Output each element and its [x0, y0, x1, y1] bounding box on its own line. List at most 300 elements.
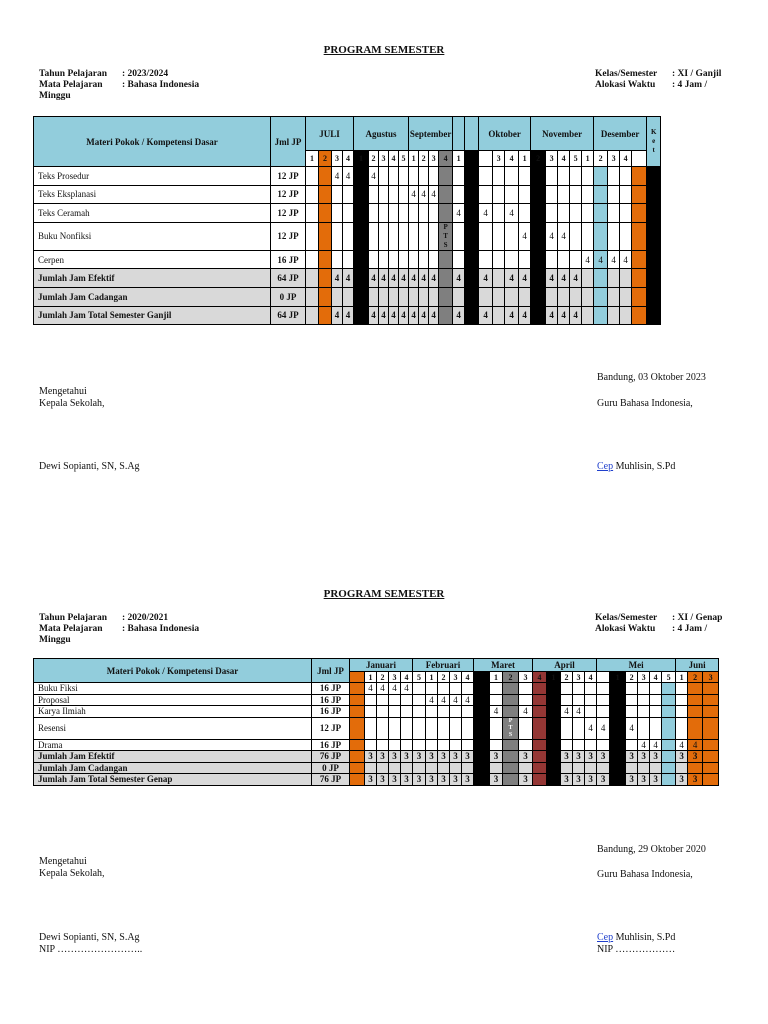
materi-row [34, 185, 661, 204]
week-cell [343, 287, 354, 306]
week-cell: 4 [429, 185, 439, 204]
week-cell [688, 762, 703, 774]
month-header [453, 117, 465, 151]
month-header [465, 117, 479, 151]
week-number [479, 151, 493, 167]
ket-header [647, 117, 661, 167]
week-cell [399, 222, 409, 250]
week-cell: 4 [479, 306, 493, 325]
month-header: Januari [350, 659, 413, 672]
week-cell [597, 694, 610, 706]
week-cell: 4 [676, 739, 688, 751]
week-cell: 4 [389, 683, 401, 695]
page2-table-clip [33, 658, 768, 785]
week-cell [519, 204, 531, 223]
week-cell [519, 762, 533, 774]
week-cell: 4 [379, 269, 389, 288]
week-cell [503, 683, 519, 695]
week-cell [474, 683, 490, 695]
page1-title: PROGRAM SEMESTER [323, 44, 445, 56]
week-cell: 4 [450, 694, 462, 706]
week-cell [438, 717, 450, 739]
week-cell [608, 185, 620, 204]
week-cell [319, 185, 332, 204]
week-number: 3 [608, 151, 620, 167]
week-cell: 3 [490, 751, 503, 763]
week-cell [462, 683, 474, 695]
week-number: 2 [594, 151, 608, 167]
week-cell [401, 694, 413, 706]
week-cell: 4 [419, 269, 429, 288]
week-cell [597, 762, 610, 774]
week-cell [608, 287, 620, 306]
week-cell: 3 [401, 751, 413, 763]
week-number: 3 [703, 672, 719, 683]
week-number: 2 [377, 672, 389, 683]
week-cell [505, 250, 519, 269]
week-cell [533, 717, 547, 739]
week-cell [582, 222, 594, 250]
week-cell [570, 222, 582, 250]
week-cell [419, 287, 429, 306]
week-number: 3 [519, 672, 533, 683]
page1-place-date: Bandung, 03 Oktober 2023 [597, 372, 706, 383]
week-cell [503, 706, 519, 718]
week-number: 4 [620, 151, 632, 167]
week-cell: 3 [519, 751, 533, 763]
week-cell: 4 [365, 683, 377, 695]
week-cell [620, 269, 632, 288]
week-cell [676, 694, 688, 706]
week-cell [343, 185, 354, 204]
week-cell [597, 739, 610, 751]
week-cell: 4 [608, 250, 620, 269]
week-cell [547, 751, 561, 763]
page2-meta-left [39, 613, 199, 646]
week-cell [632, 167, 647, 186]
week-cell [379, 250, 389, 269]
week-cell: 3 [638, 751, 650, 763]
week-cell [401, 706, 413, 718]
week-cell [676, 706, 688, 718]
week-cell [531, 222, 546, 250]
week-cell: 4 [519, 269, 531, 288]
week-cell [453, 287, 465, 306]
week-cell [465, 287, 479, 306]
jml-jp-value: 0 JP [312, 762, 350, 774]
page2-title: PROGRAM SEMESTER [323, 588, 445, 600]
week-cell [465, 250, 479, 269]
week-cell [632, 306, 647, 325]
kelas-value: : XI / Ganjil [672, 69, 722, 79]
materi-label: Karya Ilmiah [34, 706, 312, 718]
week-cell [632, 250, 647, 269]
materi-label: Teks Eksplanasi [34, 185, 271, 204]
kepala-label: Kepala Sekolah, [39, 868, 105, 879]
week-cell: 3 [561, 751, 573, 763]
week-number: 1 [676, 672, 688, 683]
week-cell: 4 [389, 306, 399, 325]
week-cell [519, 717, 533, 739]
week-number: 4 [533, 672, 547, 683]
week-cell [429, 287, 439, 306]
week-cell [582, 269, 594, 288]
week-cell [531, 306, 546, 325]
guru-name-link[interactable]: Cep [597, 461, 614, 472]
week-cell [610, 706, 626, 718]
week-cell [490, 694, 503, 706]
week-number: 2 [419, 151, 429, 167]
week-cell: 3 [597, 774, 610, 786]
week-cell [377, 762, 389, 774]
week-cell [332, 287, 343, 306]
week-cell: 4 [620, 250, 632, 269]
week-cell [479, 222, 493, 250]
week-cell [632, 222, 647, 250]
week-number: 1 [582, 151, 594, 167]
week-cell [632, 204, 647, 223]
week-number: 4 [343, 151, 354, 167]
week-cell [377, 739, 389, 751]
week-cell [662, 774, 676, 786]
week-cell [573, 683, 585, 695]
week-cell [389, 706, 401, 718]
week-cell [319, 222, 332, 250]
week-cell [429, 167, 439, 186]
page1-meta-left [39, 69, 199, 102]
page1-guru-label: Guru Bahasa Indonesia, [597, 398, 693, 409]
week-cell: 3 [626, 774, 638, 786]
week-cell [343, 250, 354, 269]
week-cell [594, 167, 608, 186]
week-cell [399, 204, 409, 223]
materi-label: Jumlah Jam Efektif [34, 751, 312, 763]
week-cell [688, 706, 703, 718]
week-cell [490, 739, 503, 751]
week-cell [365, 694, 377, 706]
week-cell [450, 762, 462, 774]
week-number: 5 [570, 151, 582, 167]
week-cell [632, 185, 647, 204]
week-cell: 4 [638, 739, 650, 751]
week-cell [503, 717, 519, 739]
jml-jp-header: Jml JP [271, 117, 306, 167]
week-cell [703, 706, 719, 718]
week-cell [306, 185, 319, 204]
week-cell [319, 287, 332, 306]
week-cell [597, 706, 610, 718]
page2-guru-sign [597, 932, 675, 956]
week-cell [503, 751, 519, 763]
week-cell: 4 [438, 694, 450, 706]
week-cell [626, 762, 638, 774]
week-cell [547, 683, 561, 695]
week-cell [573, 694, 585, 706]
week-cell: 4 [419, 306, 429, 325]
week-cell [429, 204, 439, 223]
week-cell [688, 694, 703, 706]
week-cell: 4 [585, 717, 597, 739]
week-cell: 3 [426, 774, 438, 786]
week-cell: 4 [343, 269, 354, 288]
week-cell [450, 706, 462, 718]
jml-jp-value: 12 JP [271, 222, 306, 250]
week-cell [662, 706, 676, 718]
materi-label: Drama [34, 739, 312, 751]
week-cell: 3 [462, 751, 474, 763]
week-cell: 4 [409, 269, 419, 288]
week-cell [354, 222, 369, 250]
week-cell [676, 717, 688, 739]
week-cell [573, 739, 585, 751]
week-cell [662, 683, 676, 695]
week-cell [585, 739, 597, 751]
jml-jp-value: 16 JP [312, 694, 350, 706]
week-cell [413, 762, 426, 774]
week-number: 5 [399, 151, 409, 167]
week-cell [626, 706, 638, 718]
week-cell [319, 250, 332, 269]
jml-jp-value: 16 JP [312, 706, 350, 718]
week-cell: 4 [332, 269, 343, 288]
week-number: 4 [558, 151, 570, 167]
week-cell [306, 222, 319, 250]
week-cell [413, 739, 426, 751]
week-cell: 4 [409, 185, 419, 204]
week-cell [493, 250, 505, 269]
week-cell: 3 [519, 774, 533, 786]
week-cell [582, 287, 594, 306]
week-cell [533, 706, 547, 718]
page1-kepala-name: Dewi Sopianti, SN, S.Ag [39, 461, 140, 472]
week-cell: 4 [399, 269, 409, 288]
week-cell: 4 [453, 269, 465, 288]
week-number: 4 [389, 151, 399, 167]
week-cell [438, 762, 450, 774]
week-cell [319, 269, 332, 288]
week-cell [546, 185, 558, 204]
week-cell [399, 167, 409, 186]
week-cell: 4 [582, 250, 594, 269]
week-cell [647, 306, 661, 325]
month-header: November [531, 117, 594, 151]
mengetahui-label: Mengetahui [39, 386, 87, 397]
week-cell [465, 204, 479, 223]
week-cell [533, 751, 547, 763]
week-cell [354, 306, 369, 325]
tahun-value: : 2020/2021 [122, 613, 169, 623]
week-cell [573, 717, 585, 739]
page2-schedule-table [33, 658, 719, 786]
summary-row [34, 269, 661, 288]
week-cell [438, 706, 450, 718]
week-cell [319, 204, 332, 223]
month-header: Agustus [354, 117, 409, 151]
week-cell [439, 306, 453, 325]
week-cell [503, 694, 519, 706]
alokasi-value: : 4 Jam / [672, 624, 708, 634]
materi-label: Teks Ceramah [34, 204, 271, 223]
week-cell [409, 204, 419, 223]
week-cell [582, 306, 594, 325]
week-number: 2 [438, 672, 450, 683]
week-number: 4 [585, 672, 597, 683]
week-cell [647, 269, 661, 288]
week-cell: 4 [570, 269, 582, 288]
week-cell [439, 204, 453, 223]
week-cell: 4 [429, 306, 439, 325]
week-cell [350, 751, 365, 763]
week-cell [343, 204, 354, 223]
week-cell [426, 739, 438, 751]
week-cell [533, 694, 547, 706]
week-cell [426, 683, 438, 695]
week-cell [493, 167, 505, 186]
week-cell [585, 706, 597, 718]
week-cell [369, 250, 379, 269]
week-cell [426, 762, 438, 774]
week-cell: 3 [573, 774, 585, 786]
week-number: 2 [688, 672, 703, 683]
jml-jp-value: 76 JP [312, 774, 350, 786]
materi-label: Buku Nonfiksi [34, 222, 271, 250]
week-number: 1 [365, 672, 377, 683]
week-cell [350, 774, 365, 786]
week-cell [439, 287, 453, 306]
week-number: 2 [319, 151, 332, 167]
mapel-label: Mata Pelajaran [39, 80, 103, 90]
week-cell [453, 167, 465, 186]
week-cell [354, 287, 369, 306]
materi-label: Jumlah Jam Efektif [34, 269, 271, 288]
materi-label: Teks Prosedur [34, 167, 271, 186]
mapel-value: : Bahasa Indonesia [122, 80, 200, 90]
week-cell [561, 717, 573, 739]
week-cell [688, 717, 703, 739]
week-cell [377, 706, 389, 718]
week-cell [531, 250, 546, 269]
week-cell [419, 204, 429, 223]
week-cell [662, 717, 676, 739]
week-cell [350, 683, 365, 695]
week-cell [379, 287, 389, 306]
week-cell [610, 683, 626, 695]
week-number: 3 [546, 151, 558, 167]
week-cell [350, 694, 365, 706]
week-cell [632, 287, 647, 306]
week-cell [426, 706, 438, 718]
week-number: 1 [519, 151, 531, 167]
materi-label: Jumlah Jam Cadangan [34, 287, 271, 306]
week-cell [703, 774, 719, 786]
week-cell [647, 167, 661, 186]
week-cell [620, 204, 632, 223]
week-cell [389, 287, 399, 306]
week-cell: 4 [369, 306, 379, 325]
week-number: 3 [429, 151, 439, 167]
week-cell [546, 204, 558, 223]
week-cell [662, 694, 676, 706]
week-cell [474, 774, 490, 786]
week-cell [389, 250, 399, 269]
week-cell: 4 [453, 204, 465, 223]
pts-label: P T S [443, 222, 448, 249]
jml-jp-header: Jml JP [312, 659, 350, 683]
week-cell [505, 167, 519, 186]
week-cell [547, 774, 561, 786]
week-cell [413, 694, 426, 706]
kelas-label: Kelas/Semester [595, 69, 658, 79]
header-row-months [34, 117, 661, 151]
minggu-label: Minggu [39, 91, 71, 101]
minggu-label: Minggu [39, 635, 71, 645]
materi-header: Materi Pokok / Kompetensi Dasar [34, 117, 271, 167]
week-cell [306, 250, 319, 269]
week-cell: 4 [479, 204, 493, 223]
page1-meta-right [595, 69, 721, 91]
week-cell: 4 [519, 306, 531, 325]
week-number: 1 [453, 151, 465, 167]
week-cell [519, 167, 531, 186]
week-cell [465, 306, 479, 325]
week-cell: 4 [594, 250, 608, 269]
week-cell [608, 306, 620, 325]
jml-jp-value: 0 JP [271, 287, 306, 306]
week-cell [610, 762, 626, 774]
week-cell: 4 [379, 306, 389, 325]
week-cell [632, 269, 647, 288]
guru-name-link[interactable]: Cep [597, 932, 614, 943]
week-cell [306, 269, 319, 288]
week-cell: 4 [546, 222, 558, 250]
week-cell [365, 706, 377, 718]
week-number: 4 [462, 672, 474, 683]
week-cell: 3 [688, 774, 703, 786]
mapel-label: Mata Pelajaran [39, 624, 103, 634]
page1-guru-name [597, 461, 675, 473]
week-cell [438, 683, 450, 695]
week-cell [379, 204, 389, 223]
kepala-nip: NIP …………………….. [39, 944, 143, 955]
week-cell: 3 [377, 774, 389, 786]
week-cell [429, 222, 439, 250]
week-cell [462, 739, 474, 751]
jml-jp-value: 76 JP [312, 751, 350, 763]
week-cell: 4 [332, 306, 343, 325]
week-cell [354, 185, 369, 204]
week-cell [620, 306, 632, 325]
week-cell [479, 287, 493, 306]
week-cell: 3 [585, 774, 597, 786]
week-cell [389, 717, 401, 739]
week-cell [570, 250, 582, 269]
week-cell [546, 167, 558, 186]
guru-name-rest: Muhlisin, S.Pd [613, 461, 676, 472]
jml-jp-value: 12 JP [271, 185, 306, 204]
materi-label: Cerpen [34, 250, 271, 269]
week-cell [399, 250, 409, 269]
week-cell [493, 185, 505, 204]
week-cell: 4 [399, 306, 409, 325]
kelas-label: Kelas/Semester [595, 613, 658, 623]
week-cell [608, 204, 620, 223]
week-number: 1 [354, 151, 369, 167]
week-cell: 4 [479, 269, 493, 288]
week-cell [626, 683, 638, 695]
week-number: 2 [626, 672, 638, 683]
week-cell [503, 762, 519, 774]
week-cell [585, 762, 597, 774]
